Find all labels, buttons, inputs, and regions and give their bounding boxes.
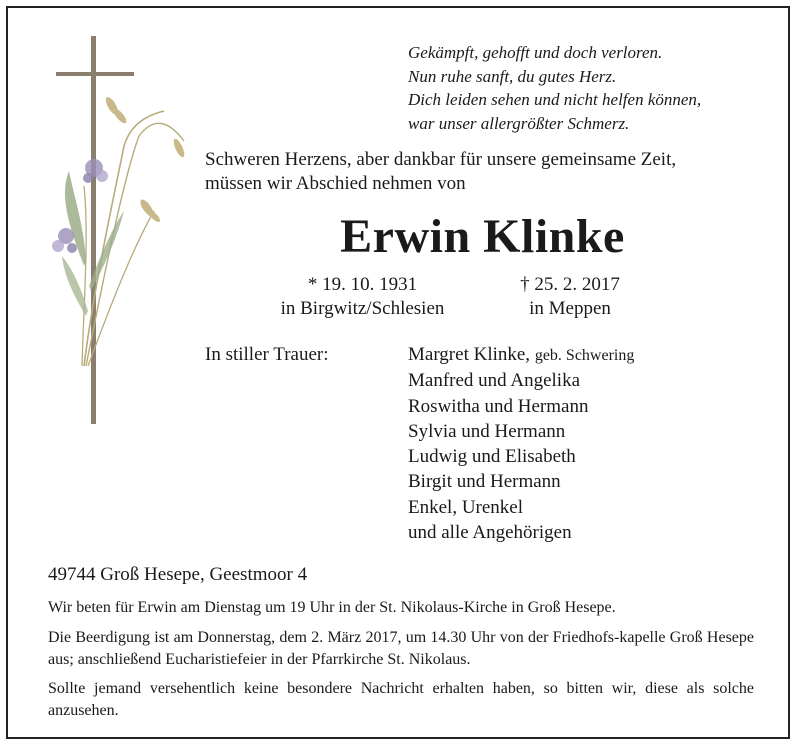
mourner-item: Birgit und Hermann (408, 471, 561, 493)
birth-info (255, 273, 470, 321)
intro-line: müssen wir Abschied nehmen von (205, 173, 466, 194)
intro-line: Schweren Herzens, aber dankbar für unsere gemeinsame Zeit, (205, 149, 677, 170)
poem-line: war unser allergrößter Schmerz. (408, 113, 630, 133)
mourners-list (408, 342, 634, 545)
notification-notice: Sollte jemand versehentlich keine besondere Nachricht erhalten haben, so bitten wir, diese als solche anzusehen. (48, 680, 754, 719)
intro-text (205, 148, 676, 196)
maiden-name: geb. Schwering (534, 347, 635, 364)
poem-line: Dich leiden sehen und nicht helfen können, (408, 90, 702, 109)
poem-line: Nun ruhe sanft, du gutes Herz. (408, 66, 617, 86)
poem (408, 41, 701, 135)
funeral-notice: Die Beerdigung ist am Donnerstag, dem 2. März 2017, um 14.30 Uhr von der Friedhofs-kapelle Groß Hesepe aus; anschließend Eucharistiefeier in der Pfarrkirche St. Nikolaus. (48, 629, 754, 668)
birth-date: * 19. 10. 1931 (307, 274, 418, 295)
mourning-label: In stiller Trauer: (205, 344, 329, 365)
poem-line: Gekämpft, gehofft und doch verloren. (408, 43, 663, 62)
mourner-item: Enkel, Urenkel (408, 496, 524, 518)
death-place: in Meppen (529, 298, 611, 319)
birth-place: in Birgwitz/Schlesien (280, 298, 445, 319)
mourner-item: Sylvia und Hermann (408, 420, 566, 442)
deceased-name: Erwin Klinke (340, 210, 625, 263)
prayer-notice: Wir beten für Erwin am Dienstag um 19 Uhr in der St. Nikolaus-Kirche in Groß Hesepe. (48, 599, 616, 616)
mourner-item: Manfred und Angelika (408, 370, 581, 392)
cross-with-wheat-icon (44, 36, 204, 426)
mourner-item (408, 342, 634, 368)
family-address: 49744 Groß Hesepe, Geestmoor 4 (48, 564, 308, 585)
death-date: † 25. 2. 2017 (520, 274, 620, 295)
mourner-name: Margret Klinke, (408, 344, 531, 365)
death-info (500, 273, 640, 321)
mourner-item: Roswitha und Hermann (408, 395, 589, 417)
mourner-item: und alle Angehörigen (408, 522, 572, 544)
mourner-item: Ludwig und Elisabeth (408, 446, 576, 468)
